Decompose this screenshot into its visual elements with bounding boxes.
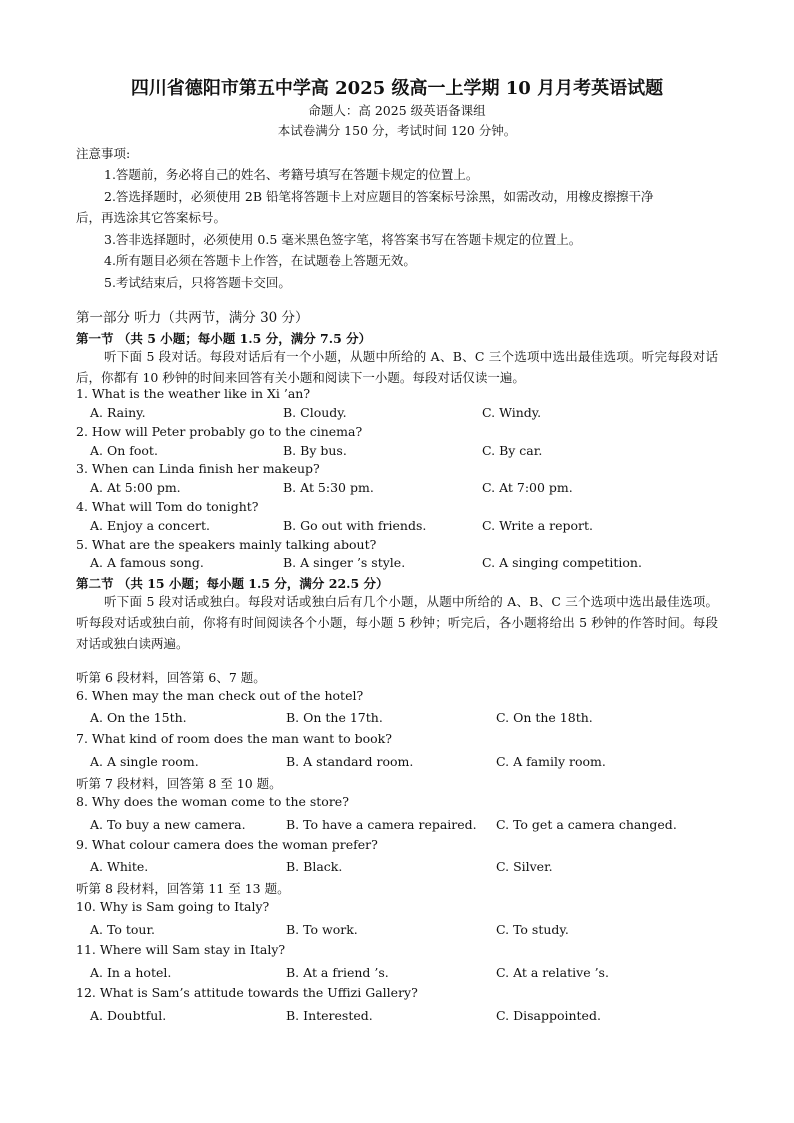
option-9a: A. White.	[90, 859, 149, 874]
question-4: 4. What will Tom do tonight?	[76, 499, 259, 514]
option-2b: B. By bus.	[283, 443, 347, 458]
section2-instructions: 听下面 5 段对话或独白。每段对话或独白后有几个小题，从题中所给的 A、B、C 三个选项中选出最佳选项。听每段对话或独白前，你将有时间阅读各个小题，每小题 5 秒钟；听完后，各小题将给出 5 秒钟的作答时间。每段对话或独白读两遍。	[76, 594, 718, 651]
option-6b: B. On the 17th.	[286, 710, 383, 725]
option-7b: B. A standard room.	[286, 754, 414, 769]
option-1c: C. Windy.	[482, 405, 542, 420]
question-6: 6. When may the man check out of the hotel?	[76, 688, 364, 703]
note-item: 4.所有题目必须在答题卡上作答，在试题卷上答题无效。	[104, 253, 416, 268]
question-9: 9. What colour camera does the woman prefer?	[76, 837, 378, 852]
option-3b: B. At 5:30 pm.	[283, 480, 374, 495]
question-11: 11. Where will Sam stay in Italy?	[76, 942, 286, 957]
section2-heading: 第二节 （共 15 小题；每小题 1.5 分，满分 22.5 分）	[76, 576, 389, 591]
part1-heading: 第一部分 听力（共两节，满分 30 分）	[76, 310, 309, 326]
question-8: 8. Why does the woman come to the store?	[76, 794, 349, 809]
material-7-note: 听第 7 段材料，回答第 8 至 10 题。	[76, 776, 282, 791]
option-8c: C. To get a camera changed.	[496, 817, 677, 832]
option-11c: C. At a relative ’s.	[496, 965, 609, 980]
option-11a: A. In a hotel.	[90, 965, 172, 980]
exam-title: 四川省德阳市第五中学高 2025 级高一上学期 10 月月考英语试题	[130, 78, 664, 99]
question-7: 7. What kind of room does the man want to book?	[76, 731, 392, 746]
option-5b: B. A singer ’s style.	[283, 555, 406, 570]
note-item: 后，再选涂其它答案标号。	[76, 210, 227, 225]
option-5c: C. A singing competition.	[482, 555, 642, 570]
option-10c: C. To study.	[496, 922, 569, 937]
option-1a: A. Rainy.	[90, 405, 146, 420]
option-8a: A. To buy a new camera.	[90, 817, 246, 832]
option-2c: C. By car.	[482, 443, 543, 458]
option-12a: A. Doubtful.	[90, 1008, 167, 1023]
option-12c: C. Disappointed.	[496, 1008, 601, 1023]
option-8b: B. To have a camera repaired.	[286, 817, 477, 832]
option-2a: A. On foot.	[90, 443, 158, 458]
option-4a: A. Enjoy a concert.	[90, 518, 210, 533]
note-item: 2.答选择题时，必须使用 2B 铅笔将答题卡上对应题目的答案标号涂黑，如需改动，用橡皮擦擦干净	[104, 189, 654, 204]
note-item: 3.答非选择题时，必须使用 0.5 毫米黑色签字笔，将答案书写在答题卡规定的位置上。	[104, 232, 582, 247]
notes-heading: 注意事项:	[76, 146, 131, 161]
exam-author: 命题人：高 2025 级英语备课组	[308, 103, 486, 118]
option-9c: C. Silver.	[496, 859, 553, 874]
exam-info: 本试卷满分 150 分，考试时间 120 分钟。	[277, 123, 517, 138]
question-2: 2. How will Peter probably go to the cinema?	[76, 424, 363, 439]
question-12: 12. What is Sam’s attitude towards the Uffizi Gallery?	[76, 985, 418, 1000]
option-9b: B. Black.	[286, 859, 343, 874]
option-6a: A. On the 15th.	[90, 710, 187, 725]
question-10: 10. Why is Sam going to Italy?	[76, 899, 270, 914]
option-4c: C. Write a report.	[482, 518, 594, 533]
question-3: 3. When can Linda finish her makeup?	[76, 461, 320, 476]
option-12b: B. Interested.	[286, 1008, 373, 1023]
option-10a: A. To tour.	[90, 922, 156, 937]
option-7c: C. A family room.	[496, 754, 606, 769]
note-item: 5.考试结束后，只将答题卡交回。	[104, 275, 291, 290]
option-7a: A. A single room.	[90, 754, 199, 769]
option-3a: A. At 5:00 pm.	[90, 480, 181, 495]
section1-heading: 第一节 （共 5 小题；每小题 1.5 分，满分 7.5 分）	[76, 331, 372, 346]
option-3c: C. At 7:00 pm.	[482, 480, 573, 495]
option-1b: B. Cloudy.	[283, 405, 347, 420]
material-8-note: 听第 8 段材料，回答第 11 至 13 题。	[76, 881, 290, 896]
option-5a: A. A famous song.	[90, 555, 204, 570]
option-4b: B. Go out with friends.	[283, 518, 427, 533]
option-10b: B. To work.	[286, 922, 358, 937]
option-11b: B. At a friend ’s.	[286, 965, 389, 980]
question-1: 1. What is the weather like in Xi ’an?	[76, 386, 311, 401]
section1-instructions: 听下面 5 段对话。每段对话后有一个小题，从题中所给的 A、B、C 三个选项中选出最佳选项。听完每段对话后，你都有 10 秒钟的时间来回答有关小题和阅读下一小题。每段对话仅读一遍。	[76, 349, 718, 385]
option-6c: C. On the 18th.	[496, 710, 593, 725]
material-6-note: 听第 6 段材料，回答第 6、7 题。	[76, 670, 266, 685]
question-5: 5. What are the speakers mainly talking about?	[76, 537, 377, 552]
note-item: 1.答题前，务必将自己的姓名、考籍号填写在答题卡规定的位置上。	[104, 167, 479, 182]
